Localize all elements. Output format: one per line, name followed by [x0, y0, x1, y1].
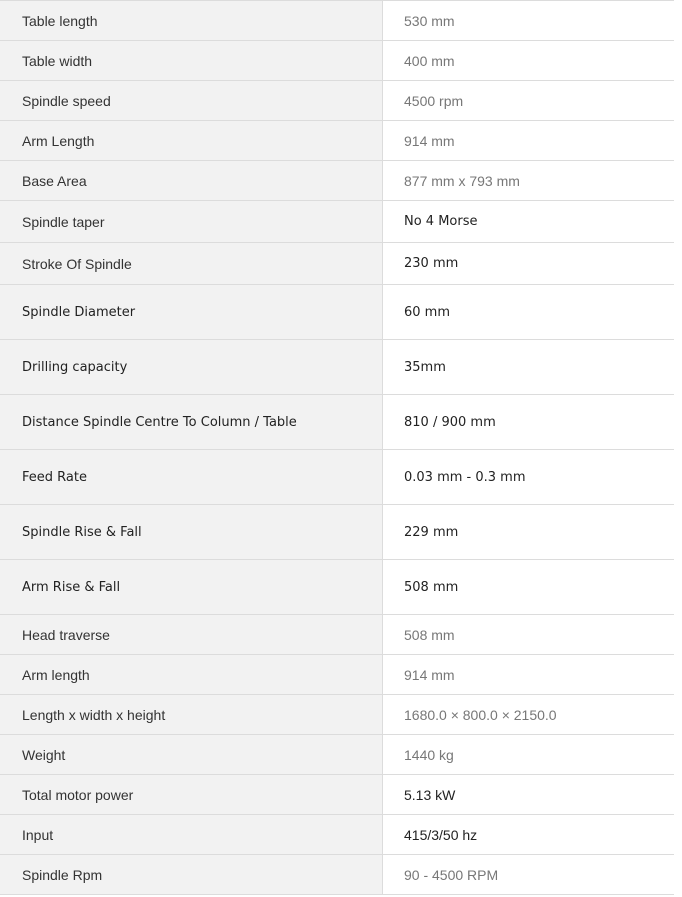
spec-value: 914 mm	[383, 655, 675, 695]
spec-label: Base Area	[0, 161, 383, 201]
table-row	[0, 505, 674, 560]
table-row	[0, 735, 674, 775]
spec-label: Weight	[0, 735, 383, 775]
spec-label: Distance Spindle Centre To Column / Table	[0, 395, 383, 450]
spec-value: No 4 Morse	[383, 201, 675, 243]
table-row	[0, 81, 674, 121]
table-row	[0, 121, 674, 161]
table-row	[0, 855, 674, 895]
table-row	[0, 695, 674, 735]
spec-value: 914 mm	[383, 121, 675, 161]
spec-label: Spindle Rpm	[0, 855, 383, 895]
table-row	[0, 285, 674, 340]
spec-value: 877 mm x 793 mm	[383, 161, 675, 201]
spec-value: 90 - 4500 RPM	[383, 855, 675, 895]
table-row	[0, 615, 674, 655]
spec-label: Stroke Of Spindle	[0, 243, 383, 285]
spec-value: 4500 rpm	[383, 81, 675, 121]
spec-value: 0.03 mm - 0.3 mm	[383, 450, 675, 505]
spec-value: 229 mm	[383, 505, 675, 560]
spec-label: Input	[0, 815, 383, 855]
spec-label: Arm Length	[0, 121, 383, 161]
spec-label: Spindle taper	[0, 201, 383, 243]
spec-label: Arm Rise & Fall	[0, 560, 383, 615]
spec-label: Head traverse	[0, 615, 383, 655]
table-row	[0, 560, 674, 615]
spec-value: 230 mm	[383, 243, 675, 285]
spec-value: 5.13 kW	[383, 775, 675, 815]
table-row	[0, 243, 674, 285]
table-row	[0, 450, 674, 505]
spec-value: 1680.0 × 800.0 × 2150.0	[383, 695, 675, 735]
spec-label: Spindle Diameter	[0, 285, 383, 340]
spec-value: 508 mm	[383, 615, 675, 655]
table-row	[0, 815, 674, 855]
spec-label: Feed Rate	[0, 450, 383, 505]
table-row	[0, 201, 674, 243]
table-row	[0, 395, 674, 450]
spec-label: Arm length	[0, 655, 383, 695]
table-row	[0, 41, 674, 81]
table-row	[0, 775, 674, 815]
spec-value: 60 mm	[383, 285, 675, 340]
spec-value: 508 mm	[383, 560, 675, 615]
spec-value: 415/3/50 hz	[383, 815, 675, 855]
spec-value: 35mm	[383, 340, 675, 395]
spec-label: Length x width x height	[0, 695, 383, 735]
table-row	[0, 655, 674, 695]
spec-label: Table length	[0, 1, 383, 41]
spec-label: Drilling capacity	[0, 340, 383, 395]
spec-value: 810 / 900 mm	[383, 395, 675, 450]
spec-label: Total motor power	[0, 775, 383, 815]
spec-label: Table width	[0, 41, 383, 81]
spec-value: 1440 kg	[383, 735, 675, 775]
table-row	[0, 1, 674, 41]
table-row	[0, 161, 674, 201]
table-row	[0, 340, 674, 395]
spec-label: Spindle Rise & Fall	[0, 505, 383, 560]
spec-label: Spindle speed	[0, 81, 383, 121]
spec-value: 400 mm	[383, 41, 675, 81]
spec-value: 530 mm	[383, 1, 675, 41]
